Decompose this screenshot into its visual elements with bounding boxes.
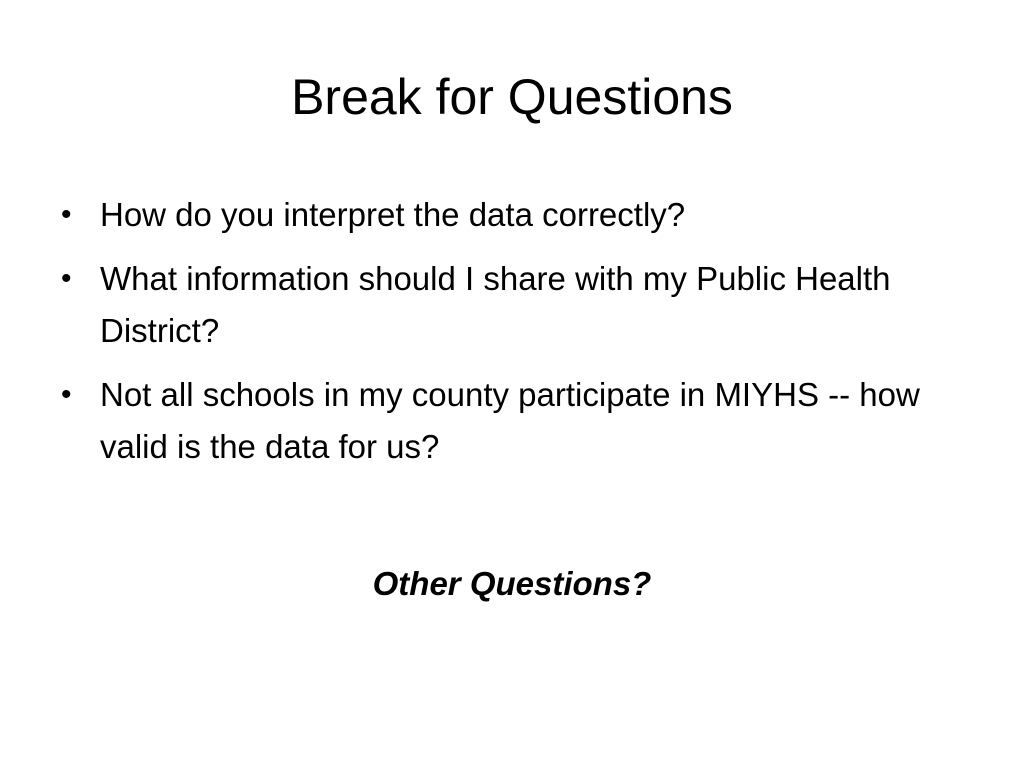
bullet-text: What information should I share with my Public Health District?	[100, 260, 891, 349]
slide-title: Break for Questions	[291, 69, 733, 125]
bullet-text: How do you interpret the data correctly?	[100, 196, 686, 233]
bullet-dot-icon: •	[61, 198, 72, 231]
bullet-item	[58, 253, 938, 357]
bullet-list	[58, 189, 938, 485]
other-questions-prompt: Other Questions?	[372, 565, 652, 602]
bullet-dot-icon: •	[61, 378, 72, 411]
bullet-dot-icon: •	[61, 262, 72, 295]
bullet-item	[58, 189, 938, 241]
bullet-item	[58, 369, 938, 473]
bullet-text: Not all schools in my county participate in MIYHS -- how valid is the data for us?	[100, 376, 920, 465]
